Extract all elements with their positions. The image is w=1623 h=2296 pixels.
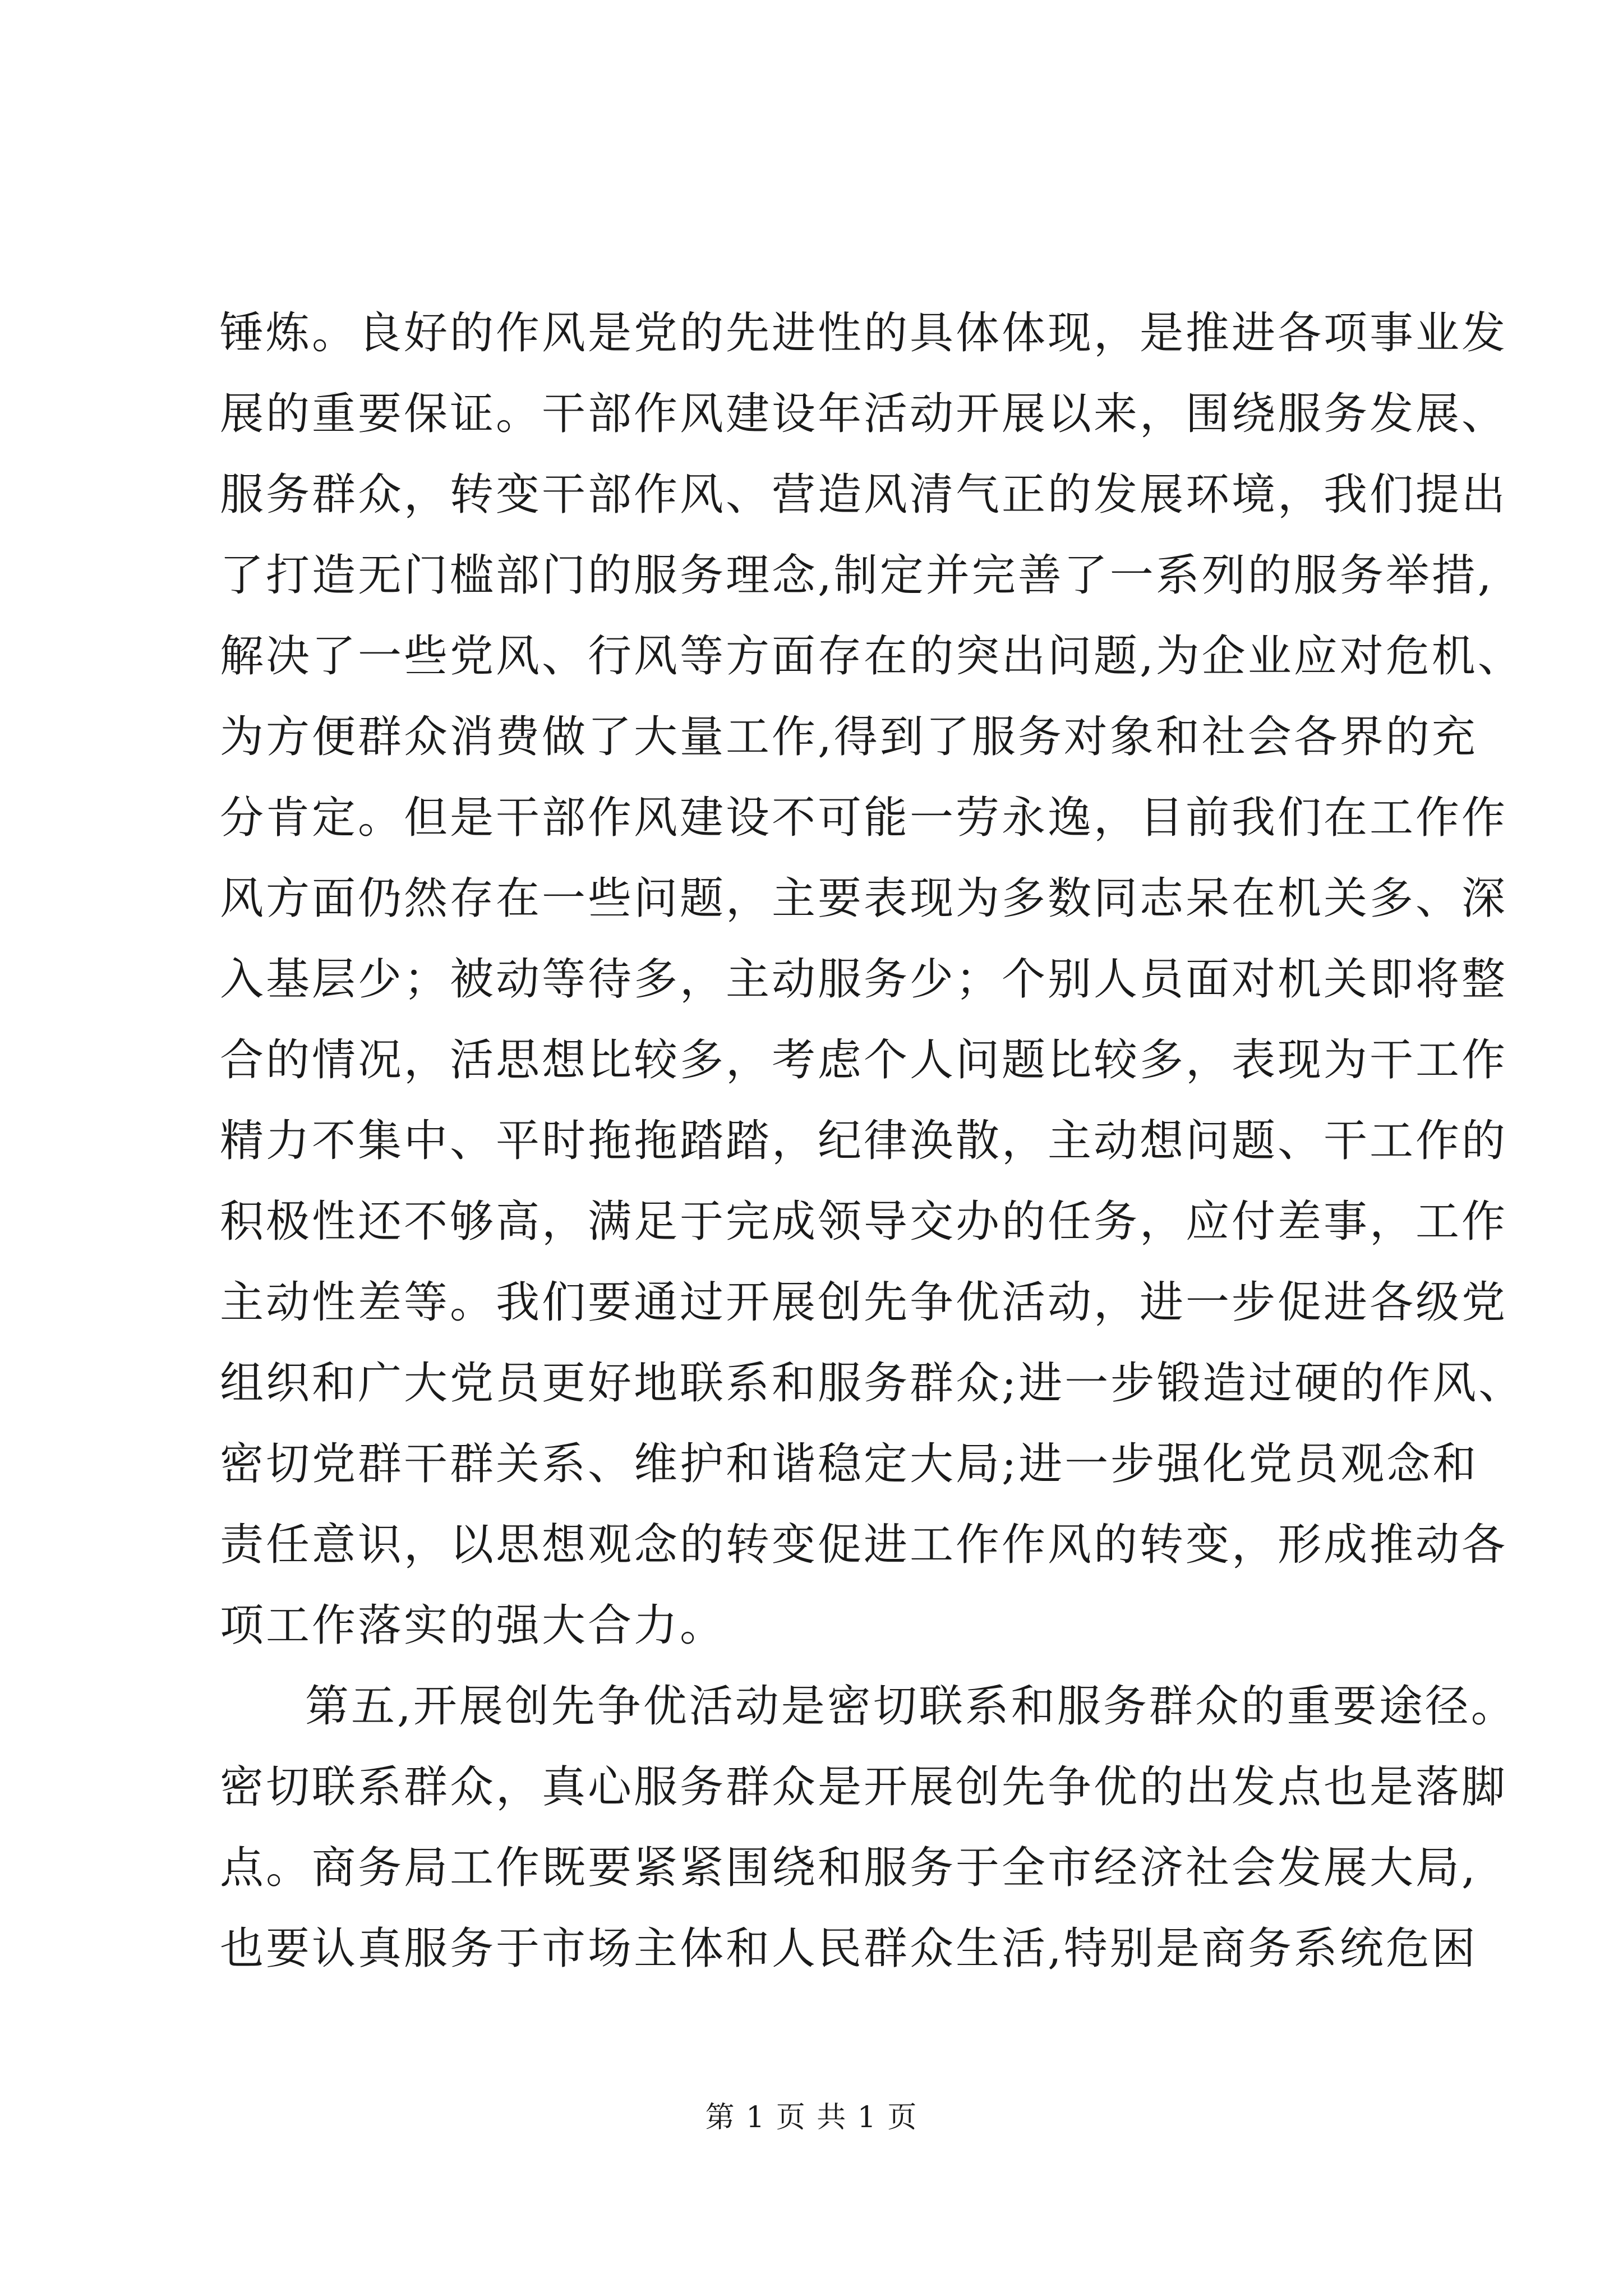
page-indicator: 第 1 页 共 1 页 [705, 2101, 918, 2134]
text-line: 点。商务局工作既要紧紧围绕和服务于全市经济社会发展大局, [220, 1843, 1478, 1893]
text-line: 分肯定。但是干部作风建设不可能一劳永逸，目前我们在工作作 [220, 793, 1508, 843]
text-line: 密切党群干群关系、维护和谐稳定大局;进一步强化党员观念和 [220, 1439, 1479, 1489]
body-text [220, 293, 1525, 1989]
paragraph-first-line: 第五,开展创先争优活动是密切联系和服务群众的重要途径。 [305, 1681, 1517, 1732]
text-line: 入基层少；被动等待多，主动服务少；个别人员面对机关即将整 [220, 954, 1508, 1005]
text-line: 了打造无门槛部门的服务理念,制定并完善了一系列的服务举措, [220, 550, 1494, 601]
text-line: 展的重要保证。干部作风建设年活动开展以来，围绕服务发展、 [220, 389, 1508, 439]
text-line: 责任意识，以思想观念的转变促进工作作风的转变，形成推动各 [220, 1520, 1508, 1570]
text-line: 也要认真服务于市场主体和人民群众生活,特别是商务系统危困 [220, 1924, 1478, 1974]
text-line: 服务群众，转变干部作风、营造风清气正的发展环境，我们提出 [220, 470, 1508, 520]
text-line: 组织和广大党员更好地联系和服务群众;进一步锻造过硬的作风、 [220, 1358, 1525, 1409]
text-line: 积极性还不够高，满足于完成领导交办的任务，应付差事，工作 [220, 1197, 1508, 1247]
text-line: 合的情况，活思想比较多，考虑个人问题比较多，表现为干工作 [220, 1035, 1508, 1085]
text-line: 主动性差等。我们要通过开展创先争优活动，进一步促进各级党 [220, 1277, 1508, 1328]
text-line: 为方便群众消费做了大量工作,得到了服务对象和社会各界的充 [220, 712, 1478, 762]
text-line: 解决了一些党风、行风等方面存在的突出问题,为企业应对危机、 [220, 631, 1524, 682]
text-line: 锤炼。良好的作风是党的先进性的具体体现，是推进各项事业发 [220, 308, 1508, 358]
text-line: 密切联系群众，真心服务群众是开展创先争优的出发点也是落脚 [220, 1762, 1508, 1812]
page-footer [0, 2093, 1623, 2136]
text-line: 精力不集中、平时拖拖踏踏，纪律涣散，主动想问题、干工作的 [220, 1116, 1508, 1166]
text-line: 风方面仍然存在一些问题，主要表现为多数同志呆在机关多、深 [220, 873, 1508, 924]
text-line: 项工作落实的强大合力。 [220, 1600, 726, 1651]
